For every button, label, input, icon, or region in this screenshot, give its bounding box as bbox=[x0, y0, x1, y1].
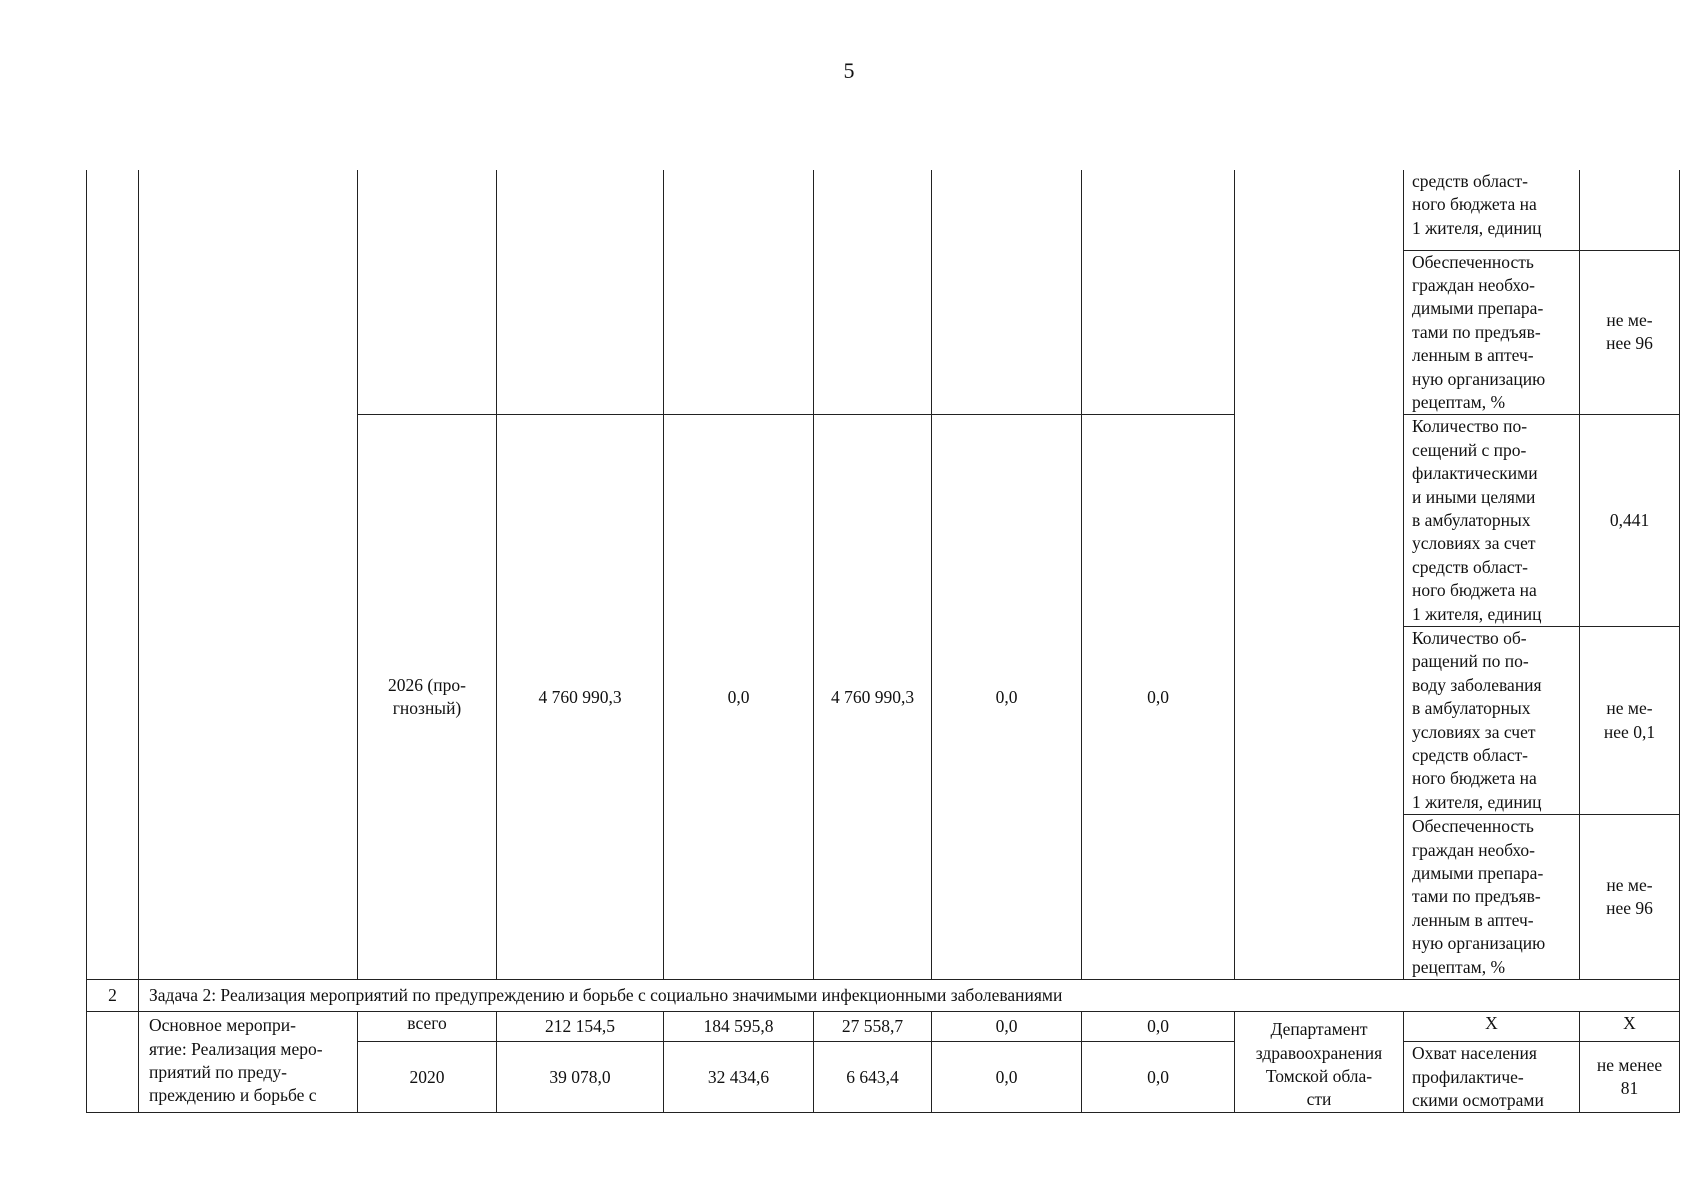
federal-cell bbox=[664, 170, 814, 415]
federal-cell: 184 595,8 bbox=[664, 1012, 814, 1042]
indicator-cell: средств област- ного бюджета на 1 жителя, единиц bbox=[1404, 170, 1580, 250]
indicator-value bbox=[1580, 170, 1680, 250]
other-cell bbox=[1082, 170, 1235, 415]
local-cell: 0,0 bbox=[932, 415, 1082, 980]
number-cell bbox=[87, 170, 139, 980]
total-cell bbox=[497, 170, 664, 415]
federal-cell: 32 434,6 bbox=[664, 1042, 814, 1113]
regional-cell: 27 558,7 bbox=[814, 1012, 932, 1042]
local-cell bbox=[932, 170, 1082, 415]
year-cell: 2026 (про- гнозный) bbox=[358, 415, 497, 980]
indicator-cell: Х bbox=[1404, 1012, 1580, 1042]
year-cell: всего bbox=[358, 1012, 497, 1042]
department-cell: Департамент здравоохранения Томской обла- сти bbox=[1235, 1012, 1404, 1113]
year-cell bbox=[358, 170, 497, 415]
indicator-value: не ме- нее 0,1 bbox=[1580, 627, 1680, 815]
federal-cell: 0,0 bbox=[664, 415, 814, 980]
number-cell bbox=[87, 1012, 139, 1113]
event-name-cell bbox=[139, 170, 358, 980]
table-row bbox=[87, 1012, 1680, 1042]
task-row bbox=[87, 980, 1680, 1012]
task-title: Задача 2: Реализация мероприятий по предупреждению и борьбе с социально значимыми инфекционными заболеваниями bbox=[139, 980, 1680, 1012]
indicator-value: не ме- нее 96 bbox=[1580, 815, 1680, 980]
other-cell: 0,0 bbox=[1082, 415, 1235, 980]
event-name-cell: Основное меропри- ятие: Реализация меро- приятий по преду- преждению и борьбе с bbox=[139, 1012, 358, 1113]
indicator-cell: Охват населения профилактиче- скими осмотрами bbox=[1404, 1042, 1580, 1113]
budget-table bbox=[86, 170, 1680, 1113]
indicator-cell: Обеспеченность граждан необхо- димыми препара- тами по предъяв- ленным в аптеч- ную организацию рецептам, % bbox=[1404, 815, 1580, 980]
table-row bbox=[87, 170, 1680, 250]
year-cell: 2020 bbox=[358, 1042, 497, 1113]
indicator-value: 0,441 bbox=[1580, 415, 1680, 627]
indicator-cell: Количество об- ращений по по- воду заболевания в амбулаторных условиях за счет средств област- ного бюджета на 1 жителя, единиц bbox=[1404, 627, 1580, 815]
indicator-cell: Количество по- сещений с про- филактическими и иными целями в амбулаторных условиях за счет средств област- ного бюджета на 1 жителя, единиц bbox=[1404, 415, 1580, 627]
regional-cell: 6 643,4 bbox=[814, 1042, 932, 1113]
indicator-cell: Обеспеченность граждан необхо- димыми препара- тами по предъяв- ленным в аптеч- ную организацию рецептам, % bbox=[1404, 250, 1580, 415]
regional-cell bbox=[814, 170, 932, 415]
regional-cell: 4 760 990,3 bbox=[814, 415, 932, 980]
page-number: 5 bbox=[843, 58, 855, 83]
other-cell: 0,0 bbox=[1082, 1012, 1235, 1042]
local-cell: 0,0 bbox=[932, 1012, 1082, 1042]
total-cell: 4 760 990,3 bbox=[497, 415, 664, 980]
task-number: 2 bbox=[87, 980, 139, 1012]
local-cell: 0,0 bbox=[932, 1042, 1082, 1113]
indicator-value: не менее 81 bbox=[1580, 1042, 1680, 1113]
department-cell bbox=[1235, 170, 1404, 980]
indicator-value: не ме- нее 96 bbox=[1580, 250, 1680, 415]
other-cell: 0,0 bbox=[1082, 1042, 1235, 1113]
indicator-value: Х bbox=[1580, 1012, 1680, 1042]
total-cell: 212 154,5 bbox=[497, 1012, 664, 1042]
total-cell: 39 078,0 bbox=[497, 1042, 664, 1113]
